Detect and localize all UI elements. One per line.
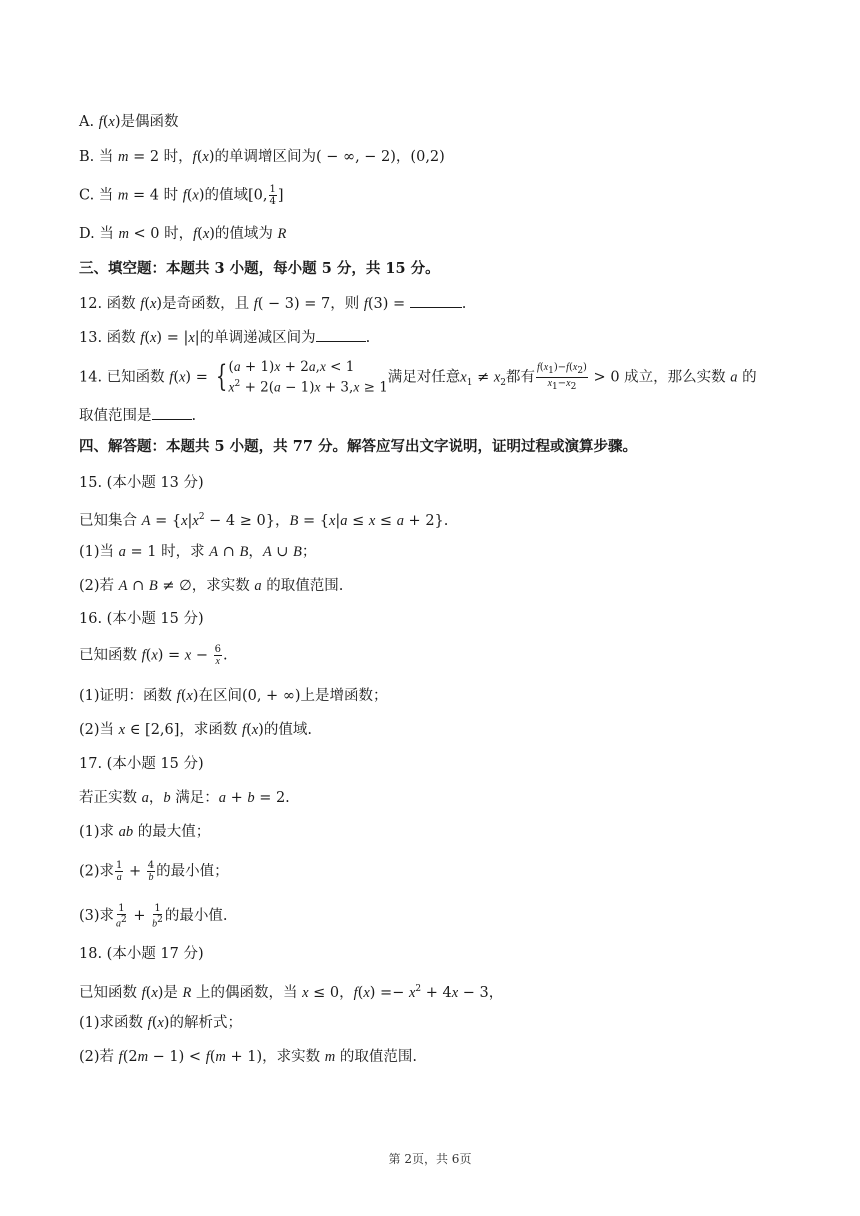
question-18-stem: 已知函数 f(x)是 R 上的偶函数，当 x ≤ 0，$f(x) =- x^2 + 4x - 3$， bbox=[79, 984, 504, 1001]
question-16-stem: 已知函数 f(x) = x − $\frac{6}{x}$ . bbox=[79, 644, 228, 667]
question-12: 12. 函数 f(x)是奇函数，且 f( − 3) = 7，则 f(3) = . bbox=[79, 293, 466, 314]
question-16-title: 16. (本小题 15 分) bbox=[79, 611, 204, 627]
option-d: D. 当 m < 0 时，f(x)的值域为 R bbox=[79, 226, 287, 242]
question-16-part-1: (1)证明：函数 f(x)在区间(0, + ∞)上是增函数； bbox=[79, 688, 388, 704]
question-17-title: 17. (本小题 15 分) bbox=[79, 756, 204, 772]
question-13: 13. 函数 f(x) = |x|的单调递减区间为 . bbox=[79, 327, 370, 348]
section-3-heading: 三、填空题：本题共 3 小题，每小题 5 分，共 15 分。 bbox=[79, 260, 440, 277]
option-c: C. 当 m = 4 时 f(x)的值域[0, $\frac{1}{4}$ ] bbox=[79, 184, 284, 207]
question-16-part-2: (2)当 x ∈ [2,6]，求函数 f(x)的值域. bbox=[79, 722, 312, 738]
question-15-part-2: (2)若 A ∩ B ≠ ∅，求实数 a 的取值范围. bbox=[79, 578, 344, 594]
question-17-part-1: (1)求 ab 的最大值； bbox=[79, 824, 211, 840]
question-18-title: 18. (本小题 17 分) bbox=[79, 946, 204, 962]
section-4-heading: 四、解答题：本题共 5 小题，共 77 分。解答应写出文字说明，证明过程或演算步骤。 bbox=[79, 438, 637, 455]
question-15-stem: 已知集合 $A = \{x|x^2 - 4 \ge 0\}$，B = {x|a ≤ x ≤ a + 2}. bbox=[79, 512, 449, 529]
option-a: A. f(x)是偶函数 bbox=[79, 114, 179, 130]
piecewise-function: { (a + 1)x + 2a,x < 1 $x^2 + 2(a - 1)x + 3,x \ge 1$ bbox=[216, 359, 388, 396]
question-17-stem: 若正实数 a，b 满足：a + b = 2. bbox=[79, 790, 290, 806]
question-17-part-3: (3)求 $\frac{1}{a^2}$ + $\frac{1}{b^2}$ 的最小值. bbox=[79, 903, 228, 930]
question-18-part-1: (1)求函数 f(x)的解析式； bbox=[79, 1015, 242, 1031]
question-17-part-2: (2)求 $\frac{1}{a}$ + $\frac{4}{b}$ 的最小值； bbox=[79, 860, 229, 883]
option-b: B. 当 m = 2 时，f(x)的单调增区间为( − ∞, − 2)，(0,2) bbox=[79, 149, 445, 165]
question-15-part-1: (1)当 a = 1 时，求 A ∩ B，A ∪ B； bbox=[79, 544, 317, 560]
page-footer: 第 2页，共 6页 bbox=[388, 1152, 472, 1166]
question-15-title: 15. (本小题 13 分) bbox=[79, 475, 204, 491]
question-18-part-2: (2)若 f(2m − 1) < f(m + 1)，求实数 m 的取值范围. bbox=[79, 1049, 417, 1065]
question-14: 14. 已知函数 f(x) = { (a + 1)x + 2a,x < 1 $x^2 + 2(a - 1)x + 3,x \ge 1$ 满足对任意$x_1 \ne x_2$都有 $\frac{f(x_1)-f(x_2)}{x_1-x_2}$ > 0 成立，那么实数 a 的 bbox=[79, 359, 757, 396]
question-14-continued: 取值范围是 . bbox=[79, 405, 196, 426]
